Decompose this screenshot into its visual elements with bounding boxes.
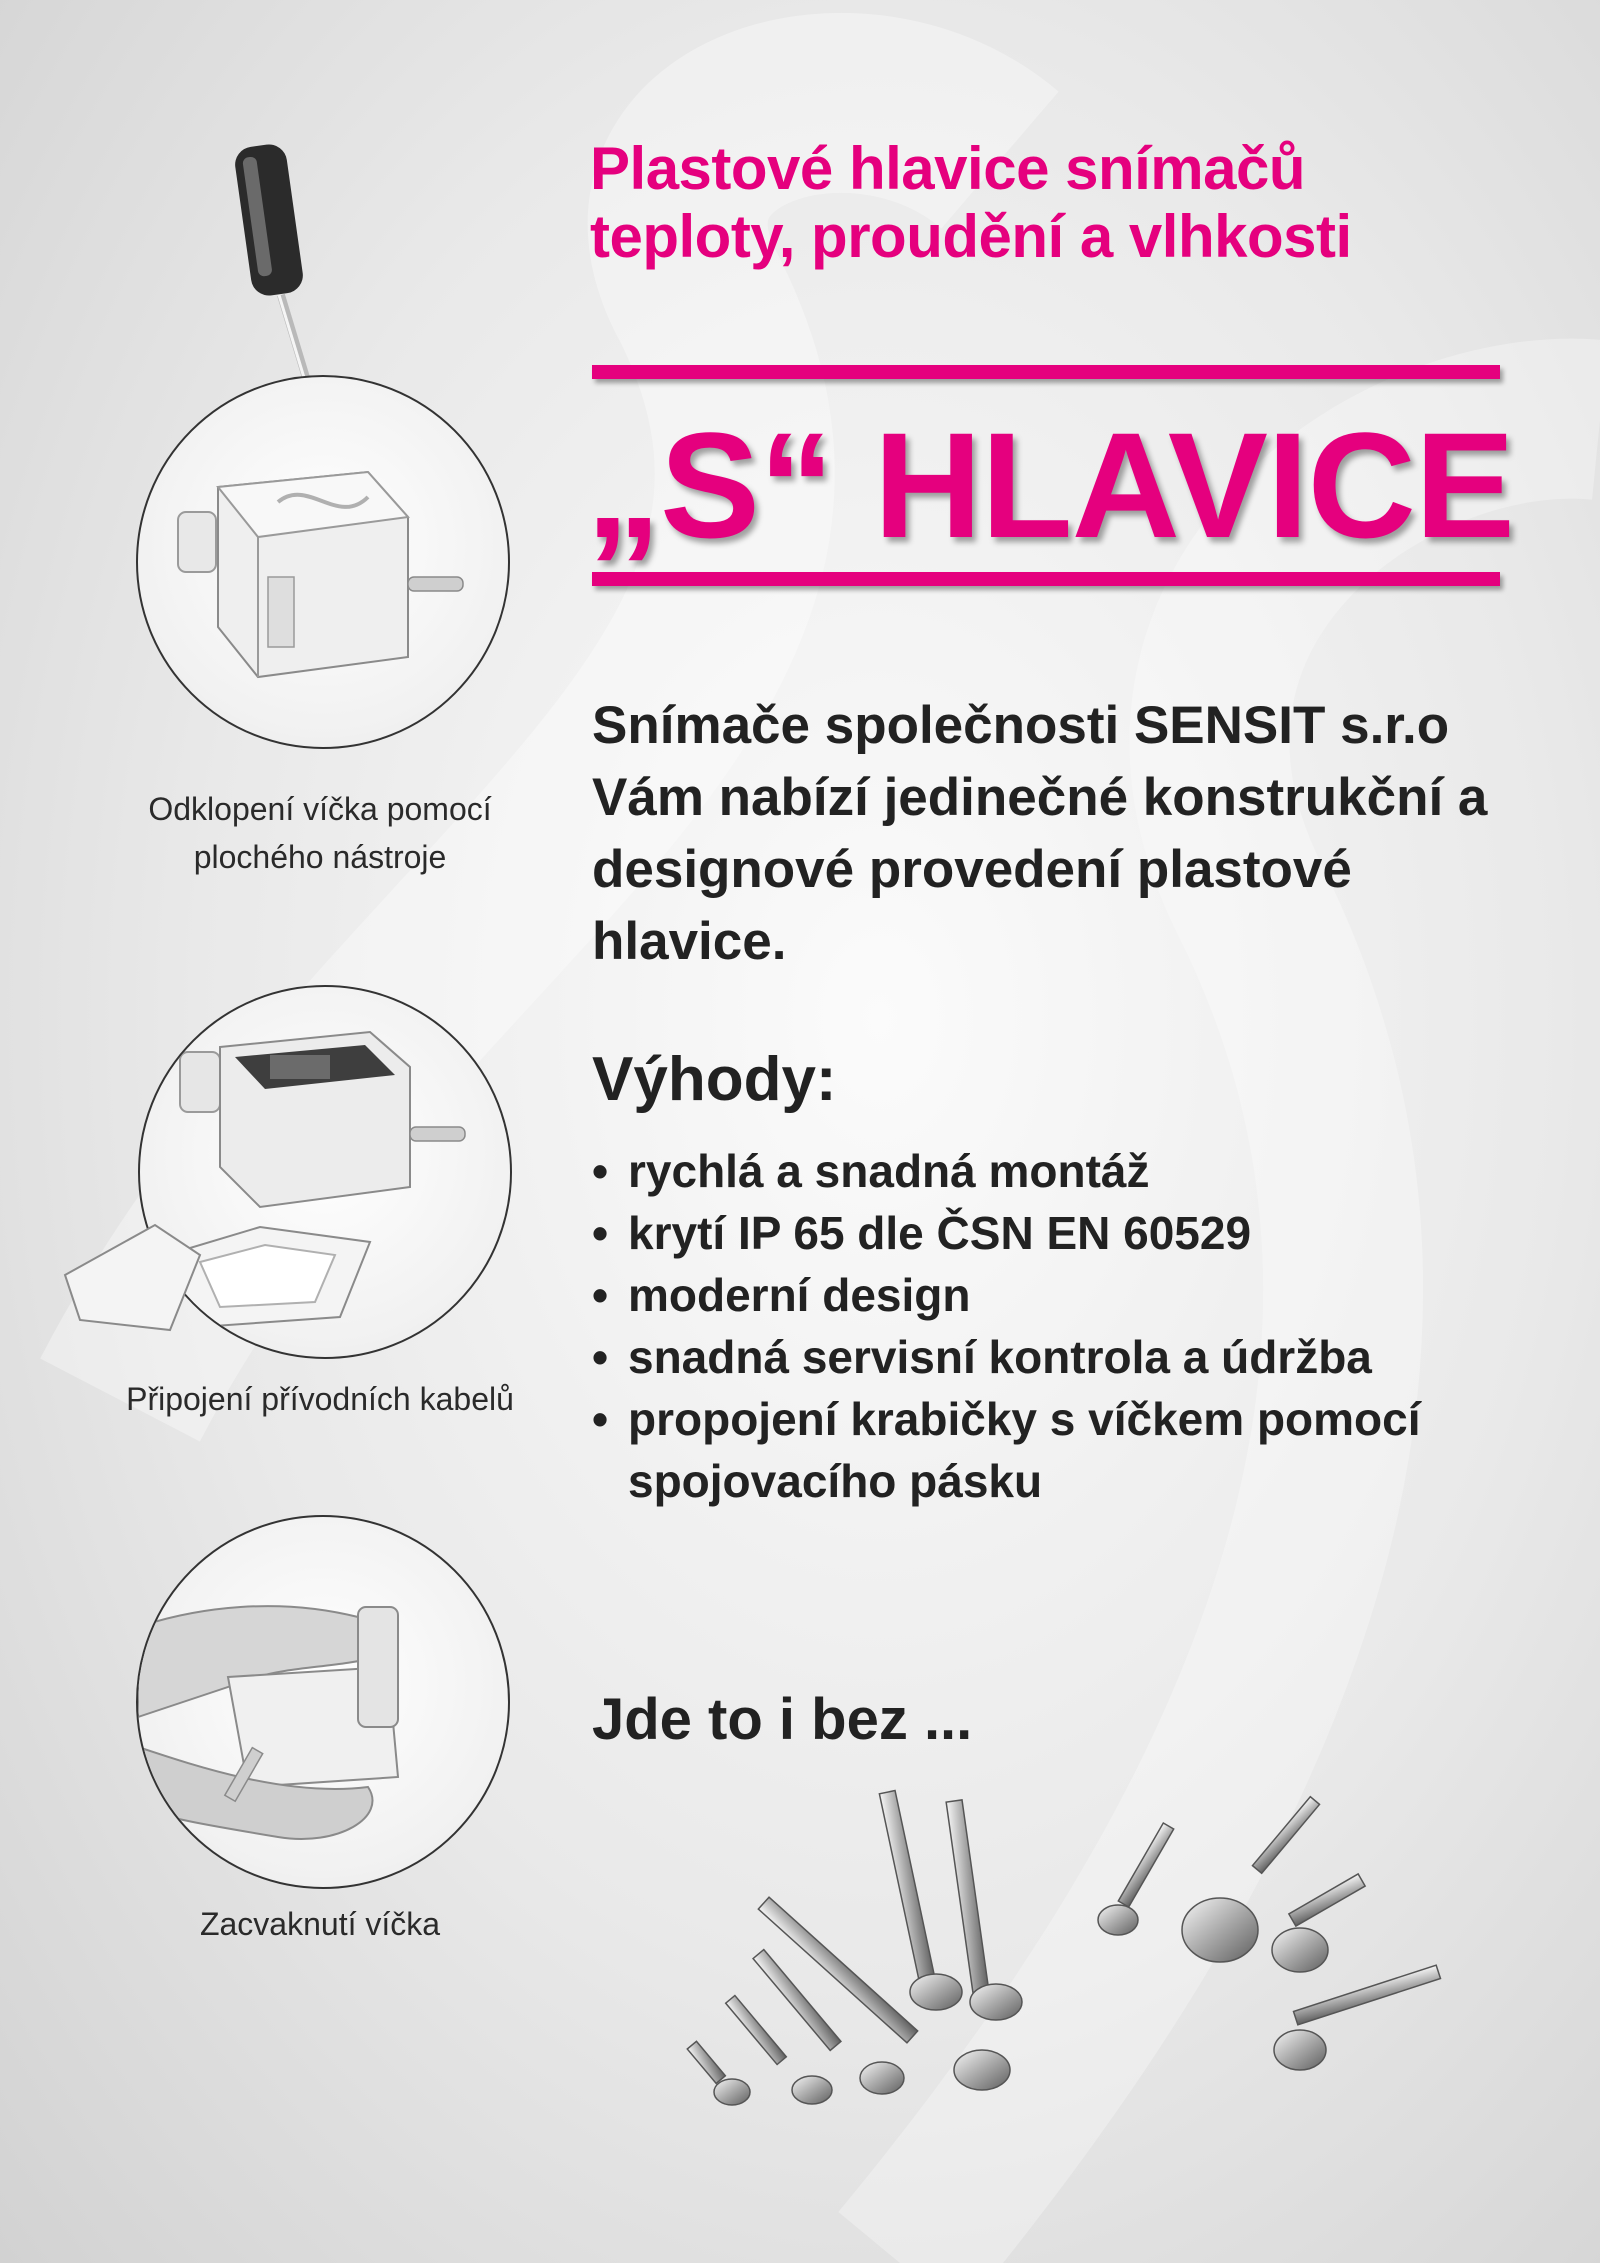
benefit-item: • krytí IP 65 dle ČSN EN 60529 <box>592 1202 1552 1264</box>
step-3-caption <box>110 1900 530 1948</box>
sensor-box-closed-image <box>138 377 508 747</box>
page-title <box>590 135 1570 271</box>
step-1-caption-line-1: Odklopení víčka pomocí <box>148 791 492 827</box>
step-2-caption-line-1: Připojení přívodních kabelů <box>126 1381 514 1417</box>
outro-text: Jde to i bez ... <box>592 1687 973 1752</box>
top-divider <box>592 365 1500 379</box>
step-1-caption-line-2: plochého nástroje <box>193 839 447 875</box>
step-3-photo <box>136 1515 510 1889</box>
title-line-1: Plastové hlavice snímačů <box>590 135 1306 202</box>
step-1-caption <box>110 785 530 881</box>
title-line-2: teploty, proudění a vlhkosti <box>590 203 1352 270</box>
step-2-caption <box>110 1375 530 1423</box>
headline: „S“ HLAVICE <box>586 401 1514 569</box>
open-lid-overflow <box>60 1195 210 1345</box>
benefit-item: • rychlá a snadná montáž <box>592 1140 1552 1202</box>
benefits-list <box>592 1140 1552 1512</box>
screws-image <box>660 1770 1520 2130</box>
benefits-heading: Výhody: <box>592 1045 837 1114</box>
step-3-caption-line-1: Zacvaknutí víčka <box>199 1906 441 1942</box>
benefit-item: • propojení krabičky s víčkem pomocí spojovacího pásku <box>592 1388 1552 1512</box>
benefit-item: • moderní design <box>592 1264 1552 1326</box>
step-1-photo <box>136 375 510 749</box>
intro-text: Snímače společnosti SENSIT s.r.o Vám nabízí jedinečné konstrukční a designové provedení plastové hlavice. <box>592 696 1488 971</box>
bottom-divider <box>592 572 1500 586</box>
benefit-item: • snadná servisní kontrola a údržba <box>592 1326 1552 1388</box>
hand-closing-lid-image <box>138 1517 508 1887</box>
